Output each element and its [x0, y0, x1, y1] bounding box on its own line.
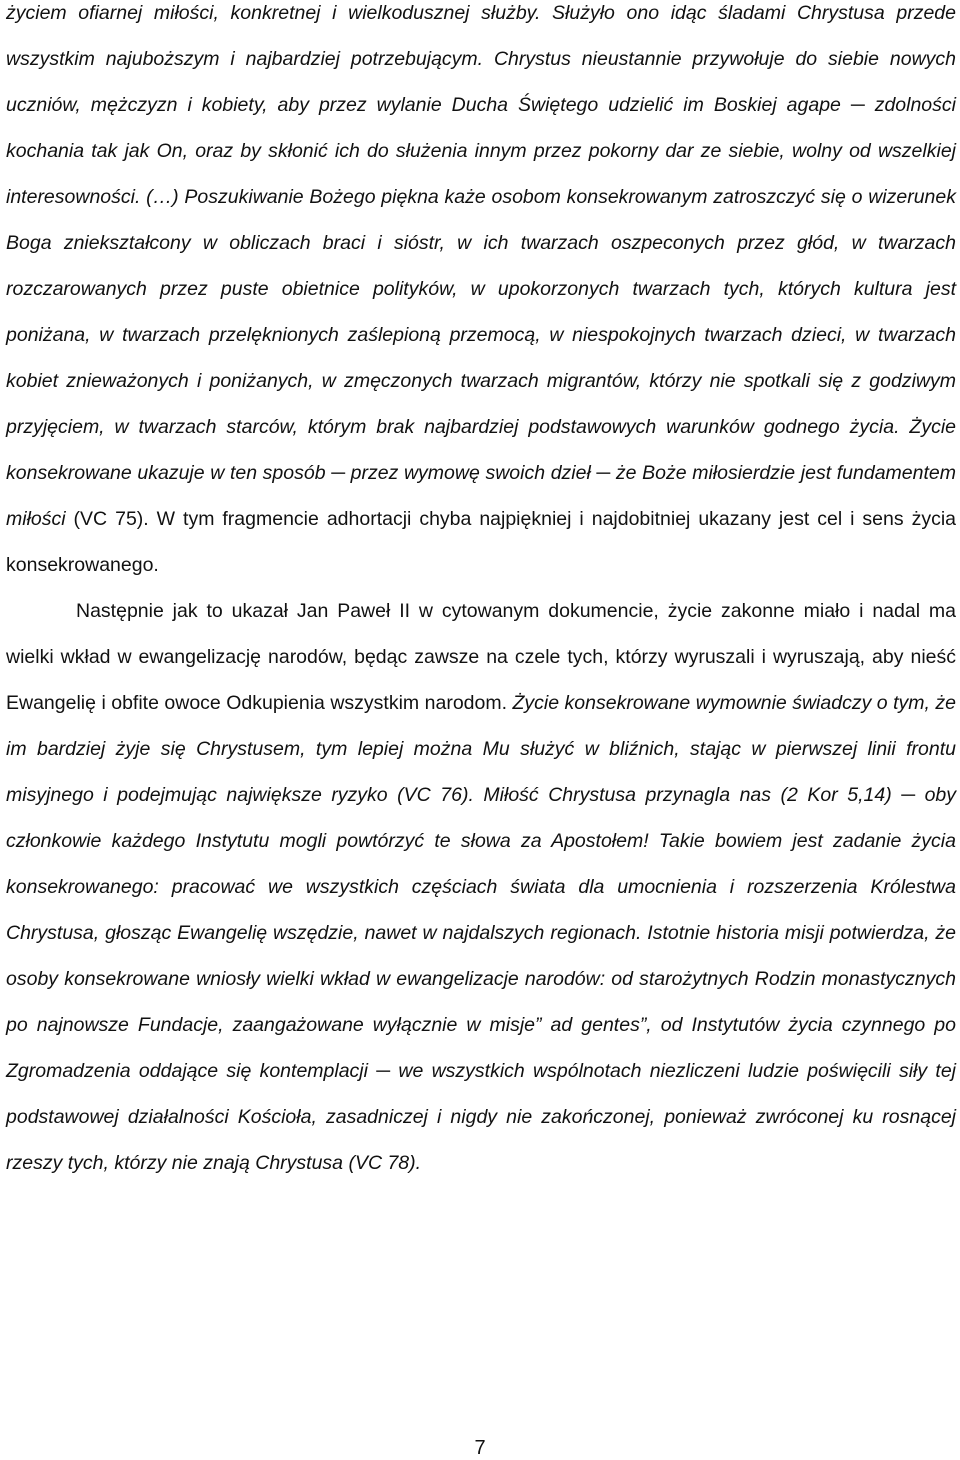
- quote-span: życiem ofiarnej miłości, konkretnej i wielkodusznej służby. Służyło ono idąc śladami Chrystusa przede wszystkim najuboższym i najbardziej potrzebującym. Chrystus nieustannie przywołuje do siebie nowych uczniów, mężczyzn i kobiety, aby przez wylanie Ducha Świętego udzielić im Boskiej agape ─ zdolności kochania tak jak On, oraz by skłonić ich do służenia innym przez pokorny dar ze siebie, wolny od wszelkiej interesowności. (…) Poszukiwanie Bożego piękna każe osobom konsekrowanym zatroszczyć się o wizerunek Boga: [6, 2, 956, 254]
- text-span: [474, 784, 484, 806]
- text-span: Następnie jak to ukazał Jan Paweł II w cytowanym dokumencie, życie zakonne miało i nadal ma wielki wkład w ewangelizację narodów, będąc zawsze na czele tych, którzy wyruszali i wyruszają, aby nieść Ewangelię i obfite owoce Odkupienia wszystkim narodom.: [6, 600, 956, 714]
- quote-span: Życie konsekrowane wymownie świadczy o tym, że im bardziej żyje się Chrystusem, tym lepiej można Mu służyć w bliźnich, stając w pierwszej linii frontu misyjnego i podejmując największe ryzyko (VC 76).: [6, 692, 956, 806]
- text-span: (VC 75). W tym fragmencie adhortacji chyba najpiękniej i najdobitniej ukazany jest cel i sens życia konsekrowanego.: [6, 508, 956, 576]
- paragraph-1: [6, 0, 956, 588]
- document-page: [6, 0, 956, 1186]
- quote-span: Miłość Chrystusa przynagla nas (2 Kor 5,14) ─ oby członkowie każdego Instytutu mogli powtórzyć te słowa za Apostołem! Takie bowiem jest zadanie życia konsekrowanego: pracować we wszystkich częściach świata dla umocnienia i rozszerzenia Królestwa Chrystusa, głosząc Ewangelię wszędzie, nawet w najdalszych regionach. Istotnie historia misji potwierdza, że osoby konsekrowane wniosły wielki wkład w ewangelizacje narodów: od starożytnych Rodzin monastycznych po najnowsze Fundacje, zaangażowane wyłącznie w misje” ad gentes”, od Instytutów życia czynnego po Zgromadzenia oddające się kontemplacji ─ we wszystkich wspólnotach niezliczeni ludzie poświęcili siły tej podstawowej działalności Kościoła, zasadniczej i nigdy nie zakończonej, ponieważ zwróconej ku rosnącej rzeszy tych, którzy nie znają Chrystusa (VC 78).: [6, 784, 957, 1174]
- page-number: 7: [474, 1437, 486, 1459]
- quote-span: zniekształcony w obliczach braci i sióstr, w ich twarzach oszpeconych przez głód, w twarzach rozczarowanych przez puste obietnice polityków, w upokorzonych twarzach tych, których kultura jest poniżana, w twarzach przelęknionych zaślepioną przemocą, w niespokojnych twarzach dzieci, w twarzach kobiet znieważonych i poniżanych, w zmęczonych twarzach migrantów, którzy nie spotkali się z godziwym przyjęciem, w twarzach starców, którym brak najbardziej podstawowych warunków godnego życia. Życie konsekrowane ukazuje w ten sposób ─ przez wymowę swoich dzieł ─ że Boże miłosierdzie jest fundamentem miłości: [6, 232, 956, 530]
- paragraph-2: [6, 588, 956, 1186]
